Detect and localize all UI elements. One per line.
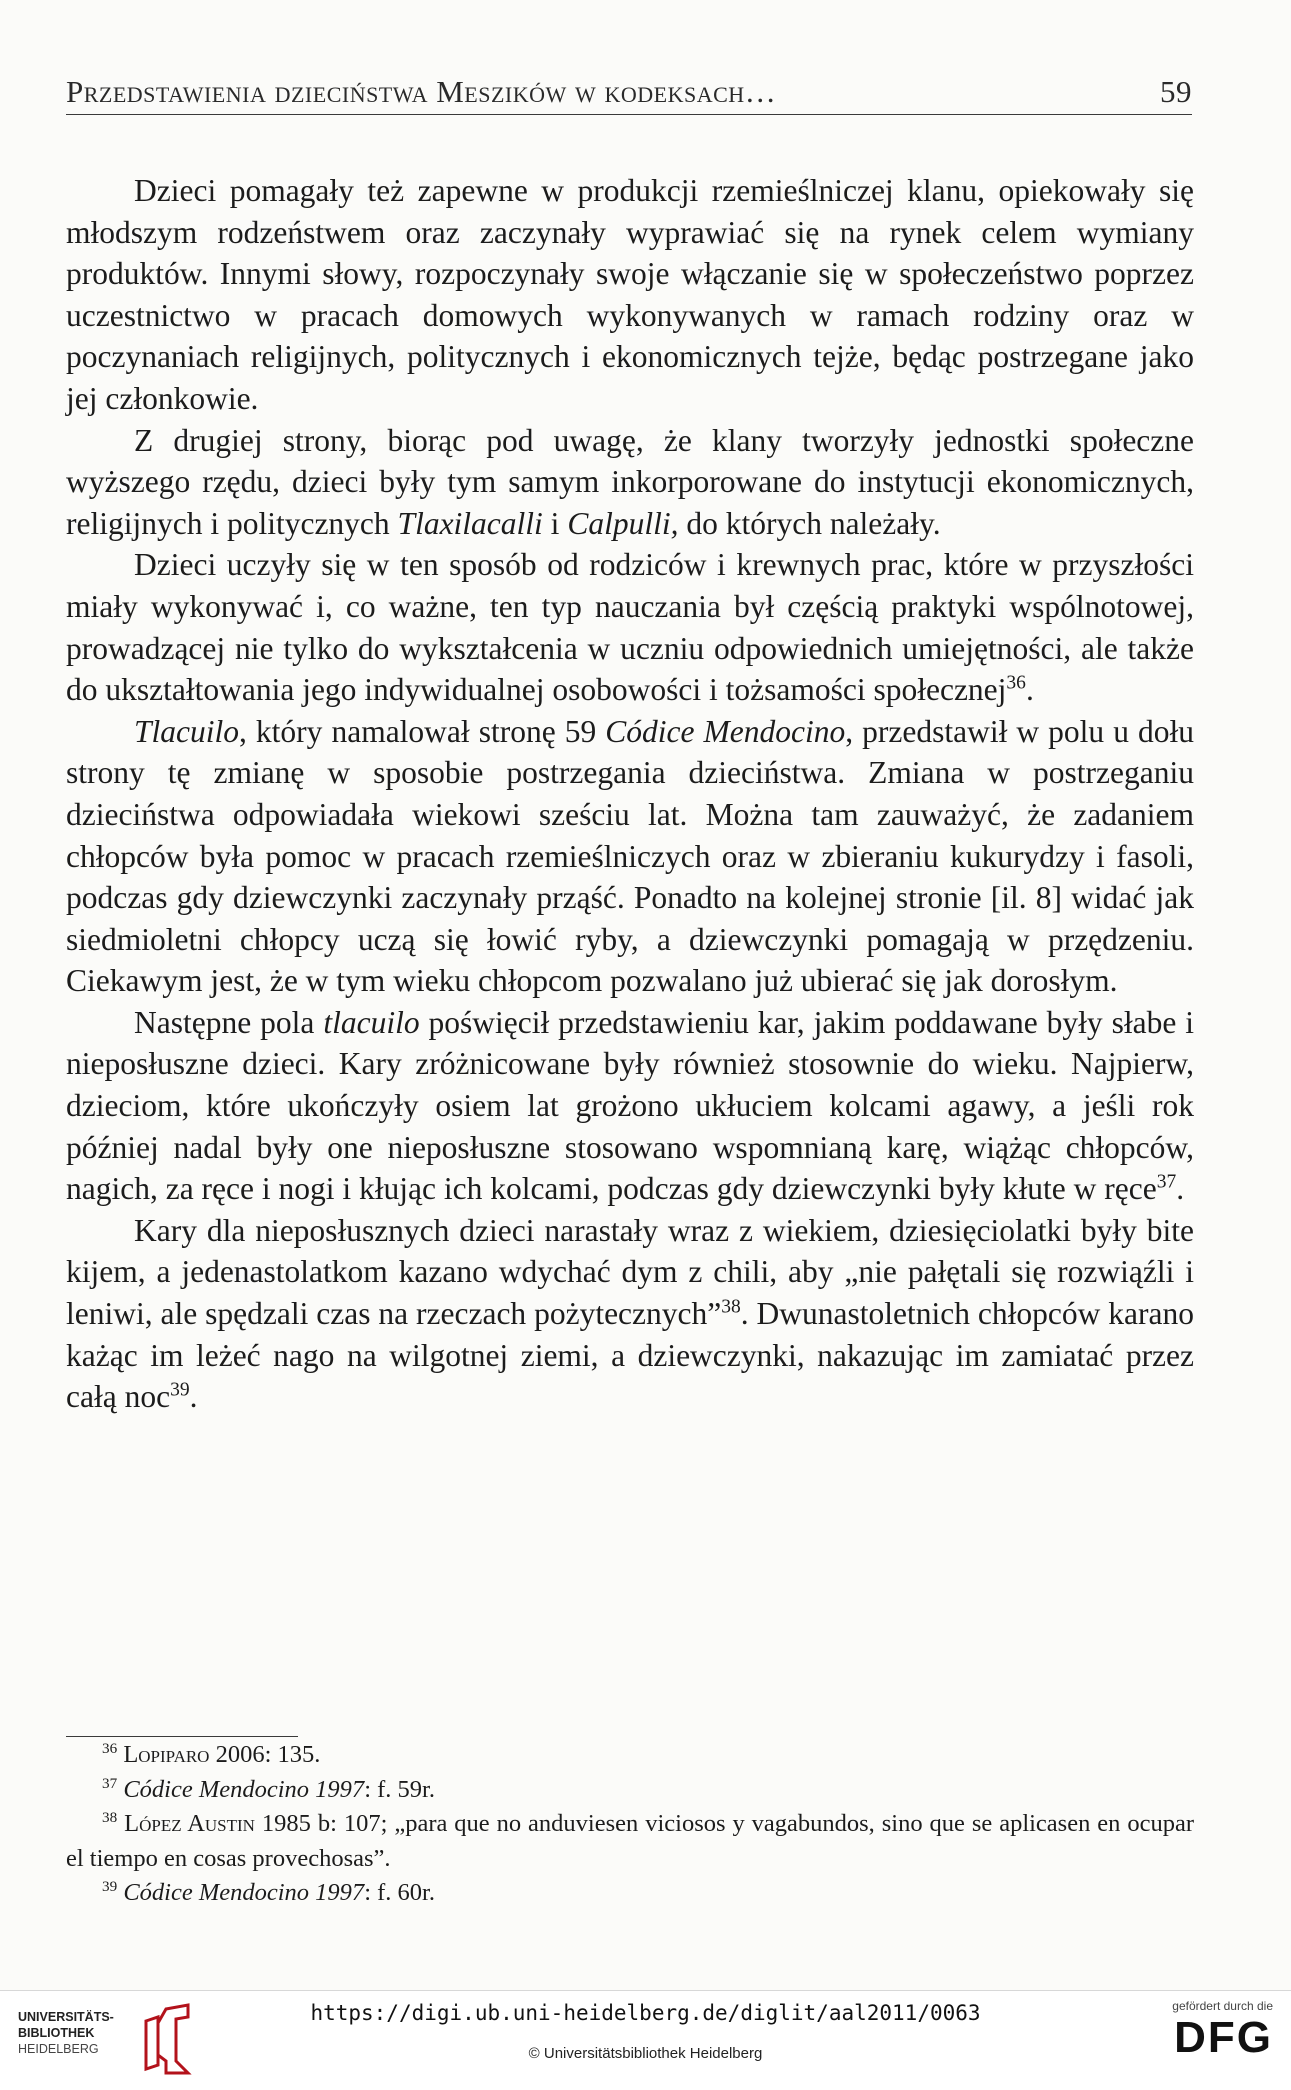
document-url[interactable]: https://digi.ub.uni-heidelberg.de/diglit/aal2011/0063 — [310, 2001, 981, 2025]
header-rule — [66, 114, 1192, 115]
text-run: , który namalował stronę 59 — [239, 713, 606, 749]
author-name: López Austin — [124, 1810, 255, 1837]
funder-logo[interactable] — [1143, 1999, 1273, 2079]
paragraph — [66, 170, 1194, 420]
paragraph — [66, 1002, 1194, 1210]
text-run: : f. 59r. — [364, 1775, 435, 1803]
dfg-logo-text: DFG — [1174, 2013, 1273, 2062]
footnote-ref[interactable]: 39 — [102, 1877, 118, 1895]
footnote-ref[interactable]: 37 — [1156, 1171, 1177, 1193]
main-text — [66, 170, 1194, 1418]
italic-term: Calpulli, — [567, 505, 679, 541]
text-run: 1985 b: 107; „para que no anduviesen viciosos y vagabundos, sino que se aplicasen en ocupar el tiempo en cosas provechosas”. — [66, 1810, 1195, 1872]
text-run: . — [1176, 1171, 1185, 1207]
text-run: Dzieci uczyły się w ten sposób od rodziców i krewnych prac, które w przyszłości miały wykonywać i, co ważne, ten typ nauczania był częścią praktyki wspólnotowej, prowadzącej nie tylko do wykształcenia w uczniu odpowiednich umiejętności, ale także do ukształtowania jego indywidualnej osobowości i tożsamości społecznej — [66, 547, 1194, 708]
paragraph — [66, 544, 1194, 710]
text-run: do których należały. — [678, 505, 941, 541]
footnote-ref[interactable]: 38 — [102, 1808, 118, 1826]
italic-term: Códice Mendocino — [605, 713, 846, 749]
footnote-separator — [66, 1736, 298, 1737]
text-run: Dzieci pomagały też zapewne w produkcji rzemieślniczej klanu, opiekowały się młodszym rodzeństwem oraz zaczynały wyprawiać się na rynek celem wymiany produktów. Innymi słowy, rozpoczynały swoje włączanie się w społeczeństwo poprzez uczestnictwo w pracach domowych wykonywanych w ramach rodziny oraz w poczynaniach religijnych, politycznych i ekonomicznych tejże, będąc postrzegane jako jej członkowie. — [66, 173, 1194, 416]
author-name: Lopiparo — [123, 1741, 210, 1768]
text-run: , przedstawił w polu u dołu strony tę zmianę w sposobie postrzegania dzieciństwa. Zmiana w postrzeganiu dzieciństwa odpowiadała wiekowi sześciu lat. Można tam zauważyć, że zadaniem chłopców była pomoc w pracach rzemieślniczych oraz w zbieraniu kukurydzy i fasoli, podczas gdy dziewczynki zaczynały prząść. Ponadto na kolejnej stronie [il. 8] widać jak siedmioletni chłopcy uczą się łowić ryby, a dziewczynki pomagają w przędzeniu. Ciekawym jest, że w tym wieku chłopcom pozwalano już ubierać się jak dorosłym. — [66, 713, 1194, 999]
text-run: Następne pola — [134, 1004, 324, 1040]
footnote-ref[interactable]: 37 — [102, 1774, 118, 1792]
text-run: Kary dla nieposłusznych dzieci narastały wraz z wiekiem, dziesięciolatki były bite kijem, a jedenastolatkom kazano wdychać dym z chili, aby „nie pałętali się rozwiąźli i leniwi, ale spędzali czas na rzeczach pożytecznych” — [66, 1212, 1194, 1332]
running-header — [66, 74, 1192, 110]
footnote-ref[interactable]: 38 — [721, 1296, 741, 1318]
footnote-ref[interactable]: 36 — [102, 1739, 118, 1757]
running-title: Przedstawienia dzieciństwa Meszików w kodeksach… — [66, 74, 777, 109]
italic-term: Tlacuilo — [134, 713, 240, 749]
library-name-line3: HEIDELBERG — [18, 2042, 99, 2056]
viewer-footer — [0, 1990, 1291, 2090]
italic-term: Códice Mendocino 1997 — [123, 1879, 365, 1906]
footnotes — [66, 1738, 1194, 1911]
paragraph — [66, 711, 1194, 1002]
funder-note: gefördert durch die — [1172, 1999, 1273, 2013]
text-run: . — [189, 1379, 198, 1415]
library-name-line2: BIBLIOTHEK — [18, 2026, 95, 2040]
text-run: 2006: 135. — [209, 1741, 321, 1768]
text-run: . Dwunastoletnich chłopców karano każąc im leżeć nago na wilgotnej ziemi, a dziewczynki, nakazując im zamiatać przez całą noc — [66, 1296, 1194, 1415]
footnote — [66, 1738, 1194, 1773]
copyright-notice: © Universitätsbibliothek Heidelberg — [528, 2045, 763, 2062]
footnote — [66, 1807, 1194, 1876]
text-run: : f. 60r. — [364, 1879, 435, 1906]
text-run: poświęcił przedstawieniu kar, jakim poddawane były słabe i nieposłuszne dzieci. Kary zróżnicowane były również stosownie do wieku. Najpierw, dzieciom, które ukończyły osiem lat grożono ukłuciem kolcami agawy, a jeśli rok później nadal były one nieposłuszne stosowano wspomnianą karę, wiążąc chłopców, nagich, za ręce i nogi i kłując ich kolcami, podczas gdy dziewczynki były kłute w ręce — [66, 1004, 1195, 1207]
paragraph — [66, 1210, 1194, 1418]
footnote-ref[interactable]: 39 — [170, 1379, 190, 1401]
italic-term: Códice Mendocino 1997 — [123, 1775, 365, 1803]
text-run: . — [1025, 672, 1034, 708]
italic-term: tlacuilo — [323, 1004, 420, 1040]
paragraph — [66, 420, 1194, 545]
footnote — [66, 1773, 1194, 1808]
text-run: Z drugiej strony, biorąc pod uwagę, że klany tworzyły jednostki społeczne wyższego rzędu, dzieci były tym samym inkorporowane do instytucji ekonomicznych, religijnych i politycznych — [66, 422, 1194, 541]
page-number: 59 — [1160, 74, 1192, 109]
library-name-line1: UNIVERSITÄTS- — [18, 2010, 114, 2024]
footnote-ref[interactable]: 36 — [1006, 672, 1026, 694]
footnote — [66, 1876, 1194, 1911]
text-run: i — [542, 505, 568, 541]
italic-term: Tlaxilacalli — [397, 505, 543, 541]
